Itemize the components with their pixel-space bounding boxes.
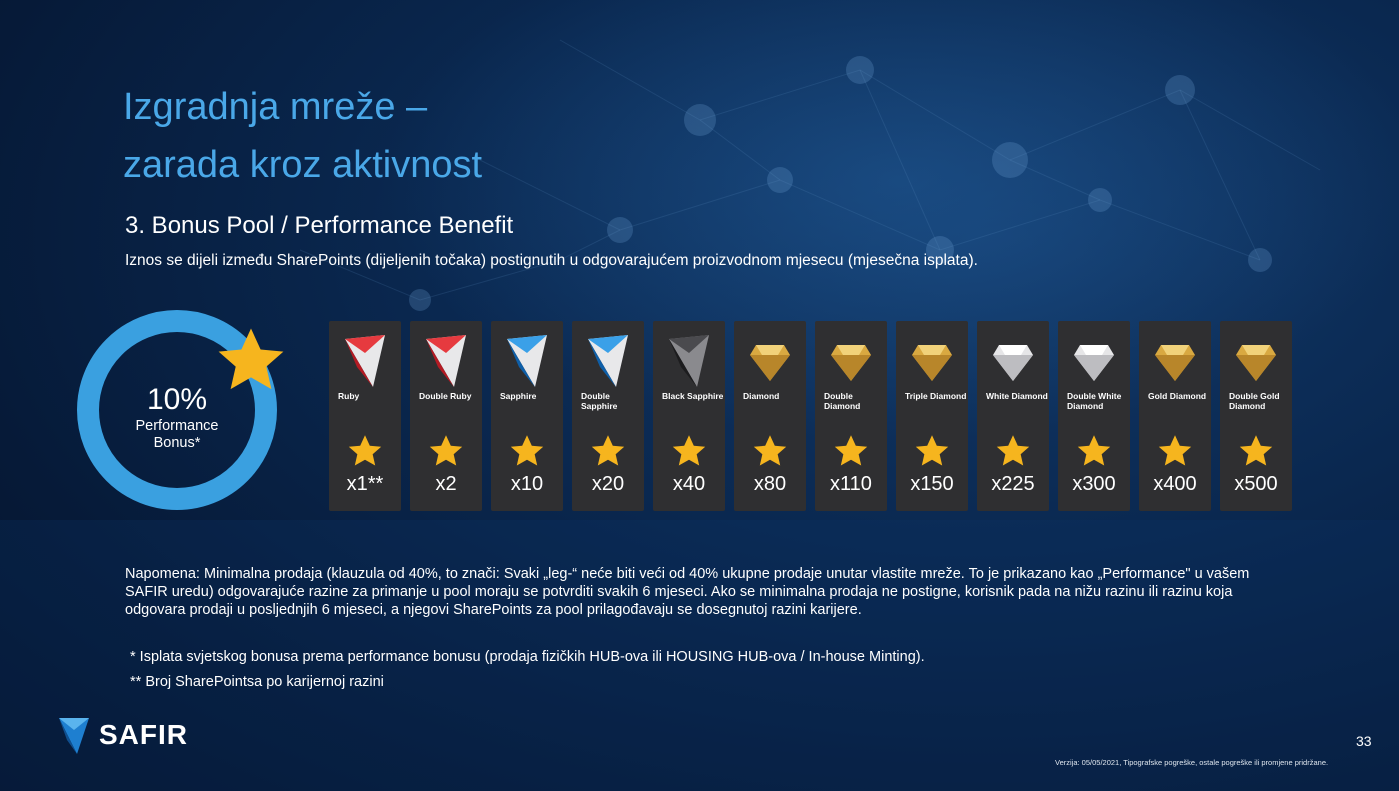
star-icon — [1157, 433, 1193, 469]
bonus-label-line-1: Performance — [135, 418, 219, 434]
level-name: Double White Diamond — [1067, 391, 1122, 411]
section-description: Iznos se dijeli između SharePoints (dijeljenih točaka) postignutih u odgovarajućem proizvodnom mjesecu (mjesečna isplata). — [125, 252, 978, 269]
bonus-label-line-2: Bonus* — [153, 435, 201, 451]
safir-logo-text: SAFIR — [99, 719, 188, 750]
level-card — [815, 321, 887, 511]
level-card — [977, 321, 1049, 511]
star-icon — [995, 433, 1031, 469]
level-multiplier: x150 — [910, 473, 954, 495]
level-card — [410, 321, 482, 511]
level-multiplier: x2 — [435, 473, 457, 495]
level-name: Ruby — [338, 391, 360, 401]
level-card — [572, 321, 644, 511]
level-card — [1139, 321, 1211, 511]
level-multiplier: x110 — [830, 473, 872, 495]
gem-icon — [491, 327, 563, 391]
bonus-label — [77, 418, 277, 452]
level-name: Double Sapphire — [581, 391, 618, 411]
star-icon — [914, 433, 950, 469]
level-name: Black Sapphire — [662, 391, 724, 401]
level-multiplier: x1** — [346, 473, 384, 495]
level-card — [653, 321, 725, 511]
performance-bonus-ring — [77, 310, 287, 520]
gem-icon — [896, 327, 968, 391]
gem-icon — [977, 327, 1049, 391]
star-icon — [1238, 433, 1274, 469]
star-icon — [833, 433, 869, 469]
safir-logo — [55, 714, 215, 758]
gem-icon — [572, 327, 644, 391]
gem-icon — [329, 327, 401, 391]
footnote-2: ** Broj SharePointsa po karijernoj razini — [130, 674, 384, 690]
star-icon — [752, 433, 788, 469]
level-multiplier: x20 — [591, 473, 625, 495]
level-name: Triple Diamond — [905, 391, 967, 401]
gem-icon — [1058, 327, 1130, 391]
level-name: Double Ruby — [419, 391, 472, 401]
level-name: Sapphire — [500, 391, 537, 401]
star-icon — [1076, 433, 1112, 469]
title-line-1: Izgradnja mreže – — [123, 86, 428, 128]
star-icon — [215, 324, 287, 396]
star-icon — [590, 433, 626, 469]
level-name: Double Gold Diamond — [1229, 391, 1280, 411]
gem-icon — [410, 327, 482, 391]
star-icon — [509, 433, 545, 469]
gem-icon — [653, 327, 725, 391]
level-card — [734, 321, 806, 511]
gem-icon — [1220, 327, 1292, 391]
star-icon — [671, 433, 707, 469]
level-name: Gold Diamond — [1148, 391, 1207, 401]
star-icon — [428, 433, 464, 469]
level-multiplier: x80 — [753, 473, 787, 495]
level-multiplier: x40 — [672, 473, 706, 495]
level-name: Diamond — [743, 391, 780, 401]
gem-icon — [734, 327, 806, 391]
page-number: 33 — [1356, 733, 1372, 749]
gem-icon — [815, 327, 887, 391]
bonus-percent: 10% — [146, 383, 208, 416]
level-card — [896, 321, 968, 511]
level-multiplier: x225 — [991, 473, 1035, 495]
level-multiplier: x400 — [1153, 473, 1197, 495]
level-card — [1220, 321, 1292, 511]
section-subtitle: 3. Bonus Pool / Performance Benefit — [125, 212, 514, 239]
level-card — [491, 321, 563, 511]
star-icon — [347, 433, 383, 469]
safir-logo-icon — [55, 714, 93, 758]
gem-icon — [1139, 327, 1211, 391]
level-multiplier: x300 — [1072, 473, 1116, 495]
level-multiplier: x10 — [510, 473, 544, 495]
title-line-2: zarada kroz aktivnost — [123, 144, 483, 186]
version-note: Verzija: 05/05/2021, Tipografske pogreške, ostale pogreške ili promjene pridržane. — [1055, 758, 1329, 767]
level-card — [1058, 321, 1130, 511]
page-title — [123, 78, 482, 194]
level-name: White Diamond — [986, 391, 1048, 401]
note-text: Napomena: Minimalna prodaja (klauzula od 40%, to znači: Svaki „leg-“ neće biti veći od 40% ukupne prodaje unutar vlastite mreže. To je prikazano kao „Performance" u vašem SAFIR uredu) odgovarajuće razine za primanje u pool moraju se potvrditi svakih 6 mjeseci. Ako se minimalna prodaja ne postigne, korisnik pada na nižu razinu ili razinu koja odgovara prodaji u posljednjih 6 mjeseci, a njegovi SharePoints za pool prilagođavaju se dosegnutoj razini karijere. — [125, 566, 1250, 618]
level-name: Double Diamond — [824, 391, 861, 411]
footnote-1: * Isplata svjetskog bonusa prema performance bonusu (prodaja fizičkih HUB-ova ili HOUSING HUB-ova / In-house Minting). — [130, 649, 925, 665]
level-card — [329, 321, 401, 511]
career-levels — [329, 321, 1294, 511]
level-multiplier: x500 — [1234, 473, 1278, 495]
